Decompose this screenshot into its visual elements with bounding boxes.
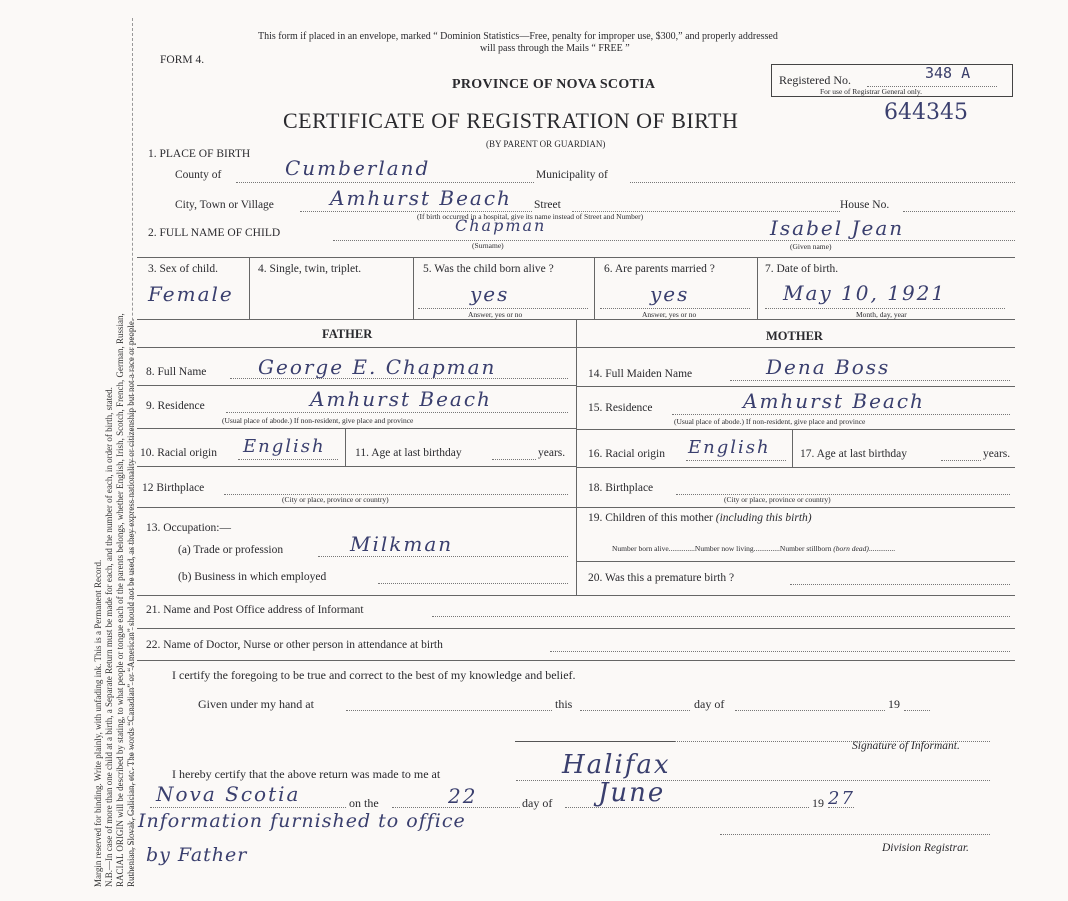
this-label: this [555, 697, 573, 711]
father-residence-note: (Usual place of abode.) If non-resident, give place and province [222, 416, 414, 425]
margin-line: RACIAL ORIGIN will be described by stating, to what people or tongue each of the parents belongs, whether English, Irish, Scotch, French, German, Russian, [115, 313, 125, 887]
municipality-dots [630, 182, 1015, 183]
mailing-notice: This form if placed in an envelope, marked “ Dominion Statistics—Free, penalty for improper use, $300,” and properly addressed [258, 31, 778, 42]
dob-dots [765, 308, 1005, 309]
born-alive-label: 5. Was the child born alive ? [423, 263, 554, 275]
children-counts: Number born alive..............Number now living..............Number stillborn (born dead).............. [612, 544, 896, 553]
province-dots [150, 807, 346, 808]
stillborn-italic: (born dead) [833, 544, 869, 553]
mother-racial-label: 16. Racial origin [588, 448, 665, 460]
margin-line: Margin reserved for binding. Write plainly, with unfading ink. This is a Permanent Record. [93, 559, 103, 887]
divider [137, 347, 1015, 348]
divider [576, 429, 1015, 430]
on-the-label: on the [349, 796, 379, 810]
binding-margin-line [132, 18, 133, 880]
mother-children-text: 19. Children of this mother [588, 512, 713, 524]
informant-signature-label: Signature of Informant. [852, 740, 960, 752]
registrar-signature-label: Division Registrar. [882, 842, 969, 854]
day-of-label: day of [694, 697, 725, 711]
mother-age-unit: years. [983, 448, 1011, 460]
this-dots [580, 710, 690, 711]
mother-heading: MOTHER [766, 329, 823, 343]
mother-racial-value: English [688, 437, 771, 458]
registrar-signature-dots [720, 834, 990, 835]
father-age-dots [492, 459, 536, 460]
registrar-day-value: 22 [448, 784, 478, 808]
informant-certify-text: I certify the foregoing to be true and correct to the best of my knowledge and belief. [172, 668, 576, 682]
form-number: FORM 4. [160, 54, 205, 66]
single-twin-label: 4. Single, twin, triplet. [258, 263, 362, 275]
father-heading: FATHER [322, 327, 373, 341]
divider [413, 257, 414, 319]
divider [576, 507, 1015, 508]
mother-birthplace-label: 18. Birthplace [588, 482, 654, 494]
given-name-note: (Given name) [790, 242, 832, 251]
mother-age-label: 17. Age at last birthday [800, 448, 907, 460]
county-label: County of [175, 169, 222, 181]
parents-married-label: 6. Are parents married ? [604, 263, 715, 275]
father-birthplace-label: 12 Birthplace [142, 482, 205, 494]
born-alive-count-label: Number born alive [612, 544, 669, 553]
father-name-value: George E. Chapman [258, 355, 497, 379]
divider [576, 386, 1015, 387]
city-value: Amhurst Beach [330, 186, 512, 210]
father-residence-dots [226, 412, 568, 413]
doctor-label: 22. Name of Doctor, Nurse or other person in attendance at birth [146, 639, 443, 651]
registrar-place-value: Halifax [562, 750, 671, 780]
street-label: Street [534, 199, 561, 211]
column-divider [576, 319, 577, 595]
registrar-day-of-label: day of [522, 796, 553, 810]
street-note: (If birth occurred in a hospital, give its name instead of Street and Number) [417, 212, 644, 221]
divider [757, 257, 758, 319]
surname-value: Chapman [455, 216, 547, 235]
page-subtitle: (BY PARENT OR GUARDIAN) [486, 139, 606, 149]
divider [345, 428, 346, 466]
divider [137, 628, 1015, 629]
divider [137, 595, 1015, 596]
mother-residence-label: 15. Residence [588, 402, 653, 414]
mother-children-italic: (including this birth) [715, 512, 812, 524]
mother-name-dots [730, 380, 1010, 381]
born-alive-note: Answer, yes or no [468, 310, 523, 319]
now-living-count-label: Number now living [694, 544, 754, 553]
mother-racial-dots [686, 460, 786, 461]
place-of-birth-label: 1. PLACE OF BIRTH [148, 148, 251, 160]
doctor-dots [550, 651, 1010, 652]
father-racial-label: 10. Racial origin [140, 447, 217, 459]
margin-line: N.B.—In case of more than one child at a birth, a Separate Return must be made for each, and the number of each, in order of birth, stated. [104, 387, 114, 887]
divider [792, 429, 793, 467]
divider [594, 257, 595, 319]
municipality-label: Municipality of [536, 169, 608, 181]
mother-birthplace-note: (City or place, province or country) [724, 495, 831, 504]
father-business-label: (b) Business in which employed [178, 571, 327, 583]
margin-line: Ruthenian, Slovak, Galician, etc. The words “Canadian” or “American” should not be used, as they express nationality or citizenship but not a race or people. [126, 318, 136, 887]
born-alive-value: yes [470, 282, 510, 306]
mother-residence-value: Amhurst Beach [743, 389, 925, 413]
father-trade-dots [318, 556, 568, 557]
county-value: Cumberland [285, 156, 431, 180]
father-birthplace-note: (City or place, province or country) [282, 495, 389, 504]
year-prefix-label: 19 [888, 697, 900, 711]
father-racial-value: English [243, 436, 326, 457]
surname-note: (Surname) [472, 241, 504, 250]
divider [137, 428, 576, 429]
mother-children-label [588, 512, 812, 524]
registrar-note-line1: Information furnished to office [138, 810, 466, 832]
father-age-label: 11. Age at last birthday [355, 447, 462, 459]
mailing-notice-2: will pass through the Mails “ FREE ” [480, 43, 630, 54]
father-birthplace-dots [224, 494, 568, 495]
stamp-number: 644345 [884, 100, 968, 125]
sex-value: Female [148, 282, 234, 306]
date-of-birth-note: Month, day, year [856, 310, 907, 319]
parents-married-value: yes [650, 282, 690, 306]
county-dots [236, 182, 534, 183]
informant-address-dots [432, 616, 1010, 617]
registered-value: 348 A [925, 64, 971, 82]
mother-residence-dots [672, 414, 1010, 415]
divider [137, 507, 576, 508]
father-business-dots [378, 583, 568, 584]
registered-label: Registered No. [779, 73, 851, 87]
divider [137, 660, 1015, 661]
house-dots [903, 211, 1015, 212]
divider [576, 467, 1015, 468]
margin-instructions [93, 37, 137, 887]
divider [137, 466, 576, 467]
given-name-value: Isabel Jean [770, 216, 905, 240]
divider [137, 257, 1015, 258]
mother-name-label: 14. Full Maiden Name [588, 368, 693, 380]
father-occupation-label: 13. Occupation:— [146, 522, 231, 534]
registrar-note-line2: by Father [146, 844, 248, 866]
born-alive-dots [418, 308, 588, 309]
father-name-label: 8. Full Name [146, 366, 207, 378]
premature-label: 20. Was this a premature birth ? [588, 572, 735, 584]
registrar-year-dots [828, 807, 854, 808]
father-racial-dots [238, 459, 338, 460]
child-name-dots [333, 240, 1015, 241]
sex-label: 3. Sex of child. [148, 263, 218, 275]
divider [137, 385, 576, 386]
premature-dots [790, 584, 1010, 585]
child-name-label: 2. FULL NAME OF CHILD [148, 227, 281, 239]
registrar-month-value: June [598, 778, 666, 808]
divider [249, 257, 250, 319]
date-of-birth-label: 7. Date of birth. [765, 263, 839, 275]
informant-address-label: 21. Name and Post Office address of Informant [146, 604, 364, 616]
date-of-birth-value: May 10, 1921 [783, 281, 947, 305]
registered-note: For use of Registrar General only. [820, 87, 922, 96]
signature-line [515, 741, 675, 742]
father-residence-value: Amhurst Beach [310, 387, 492, 411]
mother-age-dots [941, 460, 981, 461]
page-title: CERTIFICATE OF REGISTRATION OF BIRTH [283, 108, 739, 133]
parents-married-note: Answer, yes or no [642, 310, 697, 319]
registrar-certify-text: I hereby certify that the above return was made to me at [172, 767, 441, 781]
province-heading: PROVINCE OF NOVA SCOTIA [452, 77, 656, 92]
year-dots [904, 710, 930, 711]
given-at-dots [346, 710, 552, 711]
house-label: House No. [840, 199, 890, 211]
registrar-year-value: 27 [828, 788, 855, 809]
mother-residence-note: (Usual place of abode.) If non-resident, give place and province [674, 417, 866, 426]
day-of-dots [735, 710, 885, 711]
married-dots [600, 308, 750, 309]
stillborn-count-label: Number stillborn [779, 544, 832, 553]
father-age-unit: years. [538, 447, 566, 459]
registrar-province-value: Nova Scotia [156, 782, 301, 806]
registrar-place-dots [516, 780, 990, 781]
father-trade-label: (a) Trade or profession [178, 544, 284, 556]
divider [576, 561, 1015, 562]
father-trade-value: Milkman [350, 532, 454, 556]
city-label: City, Town or Village [175, 199, 274, 211]
father-residence-label: 9. Residence [146, 400, 205, 412]
mother-name-value: Dena Boss [766, 355, 891, 379]
given-at-label: Given under my hand at [198, 697, 314, 711]
registrar-year-prefix: 19 [812, 796, 824, 810]
